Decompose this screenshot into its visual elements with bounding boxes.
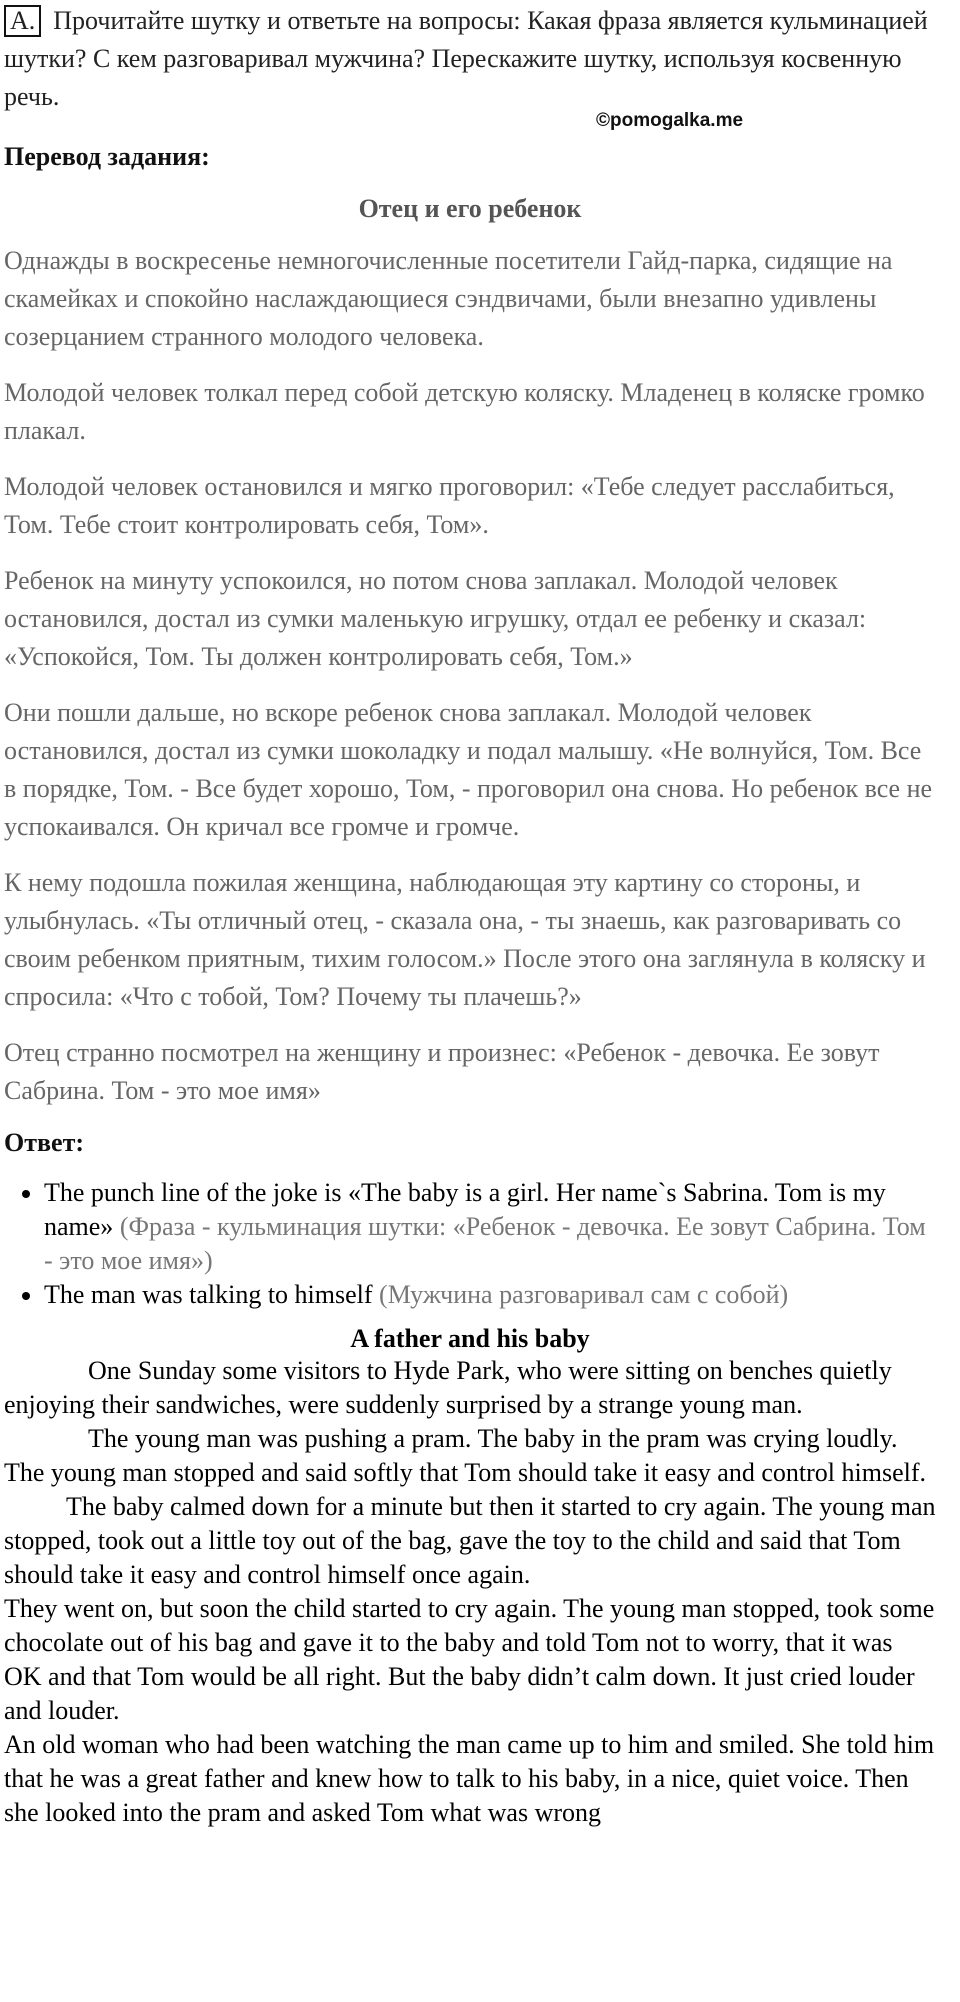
ru-paragraph: Однажды в воскресенье немногочисленные посетители Гайд-парка, сидящие на скамейках и спокойно наслаждающиеся сэндвичами, были внезапно удивлены созерцанием странного молодого человека. [4,246,893,351]
answer-ru: (Фраза - кульминация шутки: «Ребенок - девочка. Ее зовут Сабрина. Том - это мое имя») [44,1212,926,1275]
task-label: A. [4,5,41,37]
answer-list [4,1176,936,1312]
ru-paragraph: Отец странно посмотрел на женщину и произнес: «Ребенок - девочка. Ее зовут Сабрина. Том - это мое имя» [4,1038,880,1105]
ru-paragraph: Они пошли дальше, но вскоре ребенок снова заплакал. Молодой человек остановился, достал из сумки шоколадку и подал малышу. «Не волнуйся, Том. Все в порядке, Том. - Все будет хорошо, Том, - проговорил она снова. Но ребенок все не успокаивался. Он кричал все громче и громче. [4,698,933,841]
ru-paragraph: Молодой человек остановился и мягко проговорил: «Тебе следует расслабиться, Том. Тебе стоит контролировать себя, Том». [4,472,895,539]
ru-paragraph: Ребенок на минуту успокоился, но потом снова заплакал. Молодой человек остановился, достал из сумки маленькую игрушку, отдал ее ребенку и сказал: «Успокойся, Том. Ты должен контролировать себя, Том.» [4,566,867,671]
en-paragraph: The baby calmed down for a minute but then it started to cry again. The young man stopped, took out a little toy out of the bag, gave the toy to the child and said that Tom should take it easy and control himself once again. [4,1492,936,1589]
ru-title: Отец и его ребенок [358,194,582,223]
answer-ru: (Мужчина разговаривал сам с собой) [372,1280,789,1309]
answer-heading: Ответ: [4,1128,85,1157]
en-paragraph: They went on, but soon the child started to cry again. The young man stopped, took some chocolate out of his bag and gave it to the baby and told Tom not to worry, that it was OK and that Tom would be all right. But the baby didn’t calm down. It just cried louder and louder. [4,1594,935,1725]
ru-paragraph: Молодой человек толкал перед собой детскую коляску. Младенец в коляске громко плакал. [4,378,925,445]
answer-item [44,1278,936,1312]
task-instruction [4,2,936,116]
en-title: A father and his baby [350,1324,590,1353]
ru-paragraph: К нему подошла пожилая женщина, наблюдающая эту картину со стороны, и улыбнулась. «Ты отличный отец, - сказала она, - ты знаешь, как разговаривать со своим ребенком приятным, тихим голосом.» После этого она заглянула в коляску и спросила: «Что с тобой, Том? Почему ты плачешь?» [4,868,926,1011]
answer-en: The punch line of the joke is «The baby is a girl. Her name`s Sabrina. Tom is my name» [44,1178,886,1241]
document-page [0,2,944,1830]
watermark: ©pomogalka.me [596,110,744,131]
answer-item [44,1176,936,1278]
translation-heading: Перевод задания: [4,142,210,171]
en-paragraph: One Sunday some visitors to Hyde Park, who were sitting on benches quietly enjoying their sandwiches, were suddenly surprised by a strange young man. [4,1356,892,1419]
en-paragraph: An old woman who had been watching the man came up to him and smiled. She told him that he was a great father and knew how to talk to his baby, in a nice, quiet voice. Then she looked into the pram and asked Tom what was wrong [4,1730,935,1827]
task-text: Прочитайте шутку и ответьте на вопросы: Какая фраза является кульминацией шутки? С кем разговаривал мужчина? Перескажите шутку, используя косвенную речь. [4,6,928,111]
en-paragraph: The young man was pushing a pram. The baby in the pram was crying loudly. The young man stopped and said softly that Tom should take it easy and control himself. [4,1424,926,1487]
answer-en: The man was talking to himself [44,1280,373,1309]
